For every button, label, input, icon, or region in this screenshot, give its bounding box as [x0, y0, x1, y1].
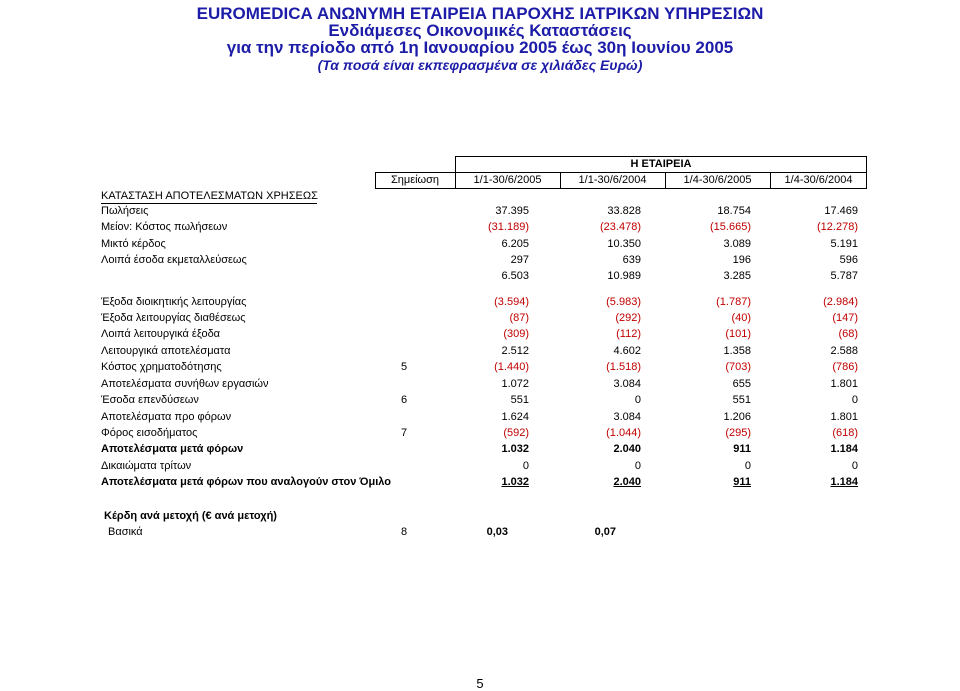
row-label: Μείον: Κόστος πωλήσεων — [101, 221, 228, 233]
row-value: 18.754 — [717, 205, 751, 217]
note-header: Σημείωση — [390, 174, 440, 186]
row-value: (618) — [832, 427, 858, 439]
report-units-note: (Τα ποσά είναι εκπεφρασμένα σε χιλιάδες Ευρώ) — [317, 57, 643, 73]
row-value: 639 — [622, 254, 641, 266]
row-value: 2.588 — [830, 345, 858, 357]
row-value: (15.665) — [710, 221, 751, 233]
company-label: Η ΕΤΑΙΡΕΙΑ — [630, 158, 692, 170]
row-value: 2.040 — [613, 443, 641, 455]
row-label: Λοιπά έσοδα εκμεταλλεύσεως — [101, 254, 247, 266]
row-value: 10.989 — [607, 270, 641, 282]
eps-label: Βασικά — [108, 526, 143, 538]
row-value: 1.801 — [830, 378, 858, 390]
row-value: 0 — [634, 460, 641, 472]
row-value: (40) — [731, 312, 751, 324]
row-value: 5.787 — [830, 270, 858, 282]
row-value: 2.040 — [613, 476, 641, 488]
column-header: 1/1-30/6/2004 — [578, 174, 647, 186]
row-value: 1.358 — [723, 345, 751, 357]
row-label: Αποτελέσματα προ φόρων — [101, 411, 232, 423]
row-value: 17.469 — [824, 205, 858, 217]
row-label: Φόρος εισοδήματος — [101, 427, 198, 439]
row-value: 1.624 — [501, 411, 529, 423]
row-value: 0 — [634, 394, 641, 406]
row-value: 1.206 — [723, 411, 751, 423]
row-value: (12.278) — [817, 221, 858, 233]
row-value: 2.512 — [501, 345, 529, 357]
row-value: (31.189) — [488, 221, 529, 233]
row-value: 3.084 — [613, 378, 641, 390]
eps-value-2: 0,07 — [594, 526, 616, 538]
row-value: 196 — [732, 254, 751, 266]
row-value: 6.205 — [501, 238, 529, 250]
row-value: 1.032 — [501, 443, 529, 455]
column-header: 1/4-30/6/2005 — [683, 174, 752, 186]
row-value: 3.089 — [723, 238, 751, 250]
eps-note: 8 — [401, 526, 408, 538]
row-value: (5.983) — [606, 296, 641, 308]
row-value: 297 — [510, 254, 529, 266]
row-value: (1.787) — [716, 296, 751, 308]
column-header: 1/4-30/6/2004 — [784, 174, 853, 186]
section-title: ΚΑΤΑΣΤΑΣΗ ΑΠΟΤΕΛΕΣΜΑΤΩΝ ΧΡΗΣΕΩΣ — [101, 190, 318, 202]
row-value: 0 — [851, 394, 858, 406]
row-value: 596 — [839, 254, 858, 266]
eps-title: Κέρδη ανά μετοχή (€ ανά μετοχή) — [104, 510, 277, 522]
row-value: 1.184 — [830, 476, 858, 488]
row-value: (68) — [838, 328, 858, 340]
row-value: 3.285 — [723, 270, 751, 282]
row-value: 911 — [733, 476, 751, 488]
row-value: 37.395 — [495, 205, 529, 217]
row-label: Έξοδα διοικητικής λειτουργίας — [101, 296, 247, 308]
row-value: (23.478) — [600, 221, 641, 233]
row-value: (101) — [725, 328, 751, 340]
row-value: (786) — [832, 361, 858, 373]
row-label: Λειτουργικά αποτελέσματα — [101, 345, 231, 357]
row-value: 33.828 — [607, 205, 641, 217]
row-value: (703) — [725, 361, 751, 373]
row-value: (309) — [503, 328, 529, 340]
row-value: 1.184 — [830, 443, 858, 455]
row-value: 3.084 — [613, 411, 641, 423]
row-value: 4.602 — [613, 345, 641, 357]
row-value: 0 — [522, 460, 529, 472]
row-value: 10.350 — [607, 238, 641, 250]
row-value: 1.072 — [501, 378, 529, 390]
row-value: 911 — [733, 443, 751, 455]
report-period: για την περίοδο από 1η Ιανουαρίου 2005 έως 30η Ιουνίου 2005 — [226, 38, 734, 57]
row-value: (2.984) — [823, 296, 858, 308]
row-value: (295) — [725, 427, 751, 439]
row-value: 0 — [744, 460, 751, 472]
row-value: 6.503 — [501, 270, 529, 282]
row-value: (592) — [503, 427, 529, 439]
row-label: Έσοδα επενδύσεων — [101, 394, 199, 406]
row-value: 655 — [732, 378, 751, 390]
eps-value-1: 0,03 — [486, 526, 508, 538]
row-note: 7 — [401, 427, 408, 439]
row-value: 551 — [510, 394, 529, 406]
row-value: (292) — [615, 312, 641, 324]
row-label: Μικτό κέρδος — [101, 238, 166, 250]
row-value: 5.191 — [830, 238, 858, 250]
row-label: Αποτελέσματα συνήθων εργασιών — [101, 378, 269, 390]
row-value: 0 — [851, 460, 858, 472]
row-label: Αποτελέσματα μετά φόρων που αναλογούν στον Όμιλο — [101, 476, 391, 488]
row-label: Αποτελέσματα μετά φόρων — [101, 443, 244, 455]
column-header: 1/1-30/6/2005 — [473, 174, 542, 186]
report-company-title: EUROMEDICA ΑΝΩΝΥΜΗ ΕΤΑΙΡΕΙΑ ΠΑΡΟΧΗΣ ΙΑΤΡΙΚΩΝ ΥΠΗΡΕΣΙΩΝ — [196, 4, 764, 23]
row-value: 1.032 — [501, 476, 529, 488]
row-value: (147) — [832, 312, 858, 324]
row-label: Δικαιώματα τρίτων — [101, 460, 192, 472]
row-label: Έξοδα λειτουργίας διαθέσεως — [101, 312, 246, 324]
row-label: Πωλήσεις — [101, 205, 149, 217]
row-label: Λοιπά λειτουργικά έξοδα — [101, 328, 221, 340]
row-value: 551 — [732, 394, 751, 406]
report-subtitle: Ενδιάμεσες Οικονομικές Καταστάσεις — [328, 21, 632, 40]
section-title-underline — [101, 203, 317, 204]
row-value: (1.440) — [494, 361, 529, 373]
row-value: (87) — [509, 312, 529, 324]
row-note: 5 — [401, 361, 408, 373]
row-value: (1.044) — [606, 427, 641, 439]
row-value: 1.801 — [830, 411, 858, 423]
row-label: Κόστος χρηματοδότησης — [101, 361, 222, 373]
row-note: 6 — [401, 394, 408, 406]
row-value: (3.594) — [494, 296, 529, 308]
row-value: (1.518) — [606, 361, 641, 373]
row-value: (112) — [616, 328, 641, 340]
page-number: 5 — [476, 676, 484, 691]
